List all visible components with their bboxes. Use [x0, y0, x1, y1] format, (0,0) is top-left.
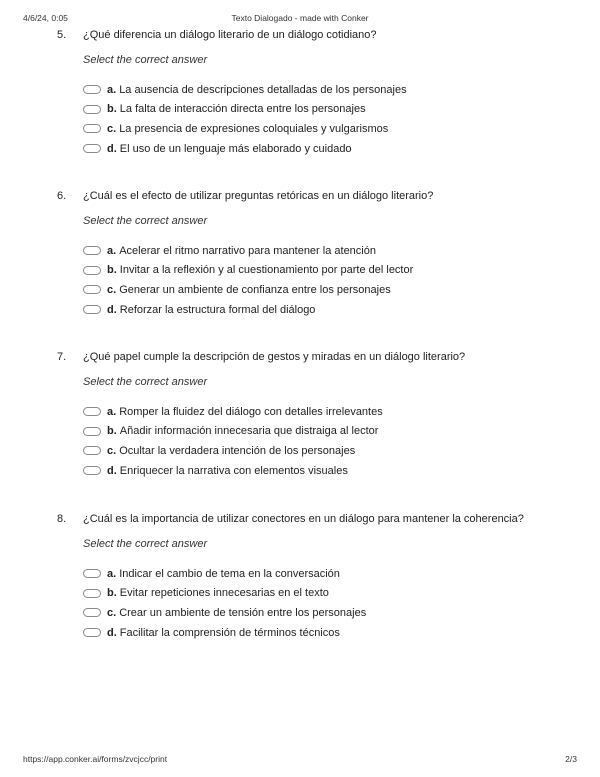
answer-option-a[interactable]	[83, 564, 366, 584]
option-text: Ocultar la verdadera intención de los personajes	[119, 444, 356, 457]
option-letter: a.	[107, 405, 117, 418]
radio-button[interactable]	[83, 427, 101, 436]
question-text: ¿Cuál es la importancia de utilizar conectores en un diálogo para mantener la coherencia?	[83, 513, 524, 525]
answer-option-d[interactable]	[83, 461, 383, 481]
option-letter: c.	[107, 444, 117, 457]
radio-button[interactable]	[83, 589, 101, 598]
answer-option-c[interactable]	[83, 441, 383, 461]
radio-button[interactable]	[83, 446, 101, 455]
question-instruction: Select the correct answer	[83, 376, 208, 388]
option-letter: a.	[107, 567, 117, 580]
option-text: Acelerar el ritmo narrativo para mantener la atención	[119, 244, 376, 257]
answer-option-a[interactable]	[83, 80, 407, 100]
answer-option-d[interactable]	[83, 139, 407, 159]
option-text: La presencia de expresiones coloquiales y vulgarismos	[119, 122, 389, 135]
radio-button[interactable]	[83, 569, 101, 578]
print-url: https://app.conker.ai/forms/zvcjcc/print	[23, 754, 168, 764]
radio-button[interactable]	[83, 285, 101, 294]
radio-button[interactable]	[83, 628, 101, 637]
radio-button[interactable]	[83, 144, 101, 153]
radio-button[interactable]	[83, 124, 101, 133]
radio-button[interactable]	[83, 246, 101, 255]
option-letter: d.	[107, 626, 117, 639]
question-text: ¿Qué papel cumple la descripción de gestos y miradas en un diálogo literario?	[83, 351, 466, 363]
radio-button[interactable]	[83, 266, 101, 275]
answer-option-d[interactable]	[83, 623, 366, 643]
option-letter: c.	[107, 283, 117, 296]
answer-options	[83, 241, 413, 319]
radio-button[interactable]	[83, 85, 101, 94]
radio-button[interactable]	[83, 105, 101, 114]
option-letter: b.	[107, 425, 117, 438]
answer-options	[83, 564, 366, 642]
option-letter: b.	[107, 264, 117, 277]
option-text: Invitar a la reflexión y al cuestionamiento por parte del lector	[119, 264, 414, 277]
option-letter: c.	[107, 122, 117, 135]
option-letter: a.	[107, 83, 117, 96]
question-number: 7.	[57, 351, 67, 363]
radio-button[interactable]	[83, 466, 101, 475]
option-text: Facilitar la comprensión de términos técnicos	[119, 626, 340, 639]
print-datetime: 4/6/24, 0:05	[23, 13, 68, 23]
option-text: Evitar repeticiones innecesarias en el texto	[119, 587, 329, 600]
option-letter: b.	[107, 587, 117, 600]
answer-option-b[interactable]	[83, 100, 407, 120]
answer-option-c[interactable]	[83, 603, 366, 623]
option-text: El uso de un lenguaje más elaborado y cuidado	[119, 142, 352, 155]
option-letter: b.	[107, 103, 117, 116]
option-text: Romper la fluidez del diálogo con detalles irrelevantes	[119, 405, 383, 418]
question-instruction: Select the correct answer	[83, 215, 208, 227]
question-instruction: Select the correct answer	[83, 54, 208, 66]
answer-option-c[interactable]	[83, 119, 407, 139]
option-text: Reforzar la estructura formal del diálogo	[119, 303, 316, 316]
option-letter: d.	[107, 142, 117, 155]
answer-option-b[interactable]	[83, 422, 383, 442]
answer-option-b[interactable]	[83, 261, 413, 281]
option-text: La falta de interacción directa entre los personajes	[119, 103, 366, 116]
question-number: 5.	[57, 29, 67, 41]
radio-button[interactable]	[83, 305, 101, 314]
answer-option-c[interactable]	[83, 280, 413, 300]
radio-button[interactable]	[83, 608, 101, 617]
answer-option-a[interactable]	[83, 241, 413, 261]
answer-option-d[interactable]	[83, 300, 413, 320]
option-letter: d.	[107, 464, 117, 477]
option-text: La ausencia de descripciones detalladas de los personajes	[119, 83, 407, 96]
question-instruction: Select the correct answer	[83, 538, 208, 550]
radio-button[interactable]	[83, 407, 101, 416]
option-text: Añadir información innecesaria que distraiga al lector	[119, 425, 379, 438]
question-text: ¿Qué diferencia un diálogo literario de un diálogo cotidiano?	[83, 29, 377, 41]
option-text: Enriquecer la narrativa con elementos visuales	[119, 464, 348, 477]
option-letter: a.	[107, 244, 117, 257]
option-text: Generar un ambiente de confianza entre los personajes	[119, 283, 391, 296]
answer-option-a[interactable]	[83, 402, 383, 422]
option-text: Indicar el cambio de tema en la conversación	[119, 567, 340, 580]
answer-option-b[interactable]	[83, 584, 366, 604]
answer-options	[83, 80, 407, 158]
question-number: 6.	[57, 190, 67, 202]
answer-options	[83, 402, 383, 480]
option-letter: c.	[107, 606, 117, 619]
option-letter: d.	[107, 303, 117, 316]
page-number: 2/3	[565, 754, 577, 764]
option-text: Crear un ambiente de tensión entre los personajes	[119, 606, 367, 619]
print-title: Texto Dialogado - made with Conker	[231, 13, 369, 23]
question-text: ¿Cuál es el efecto de utilizar preguntas retóricas en un diálogo literario?	[83, 190, 434, 202]
question-number: 8.	[57, 513, 67, 525]
